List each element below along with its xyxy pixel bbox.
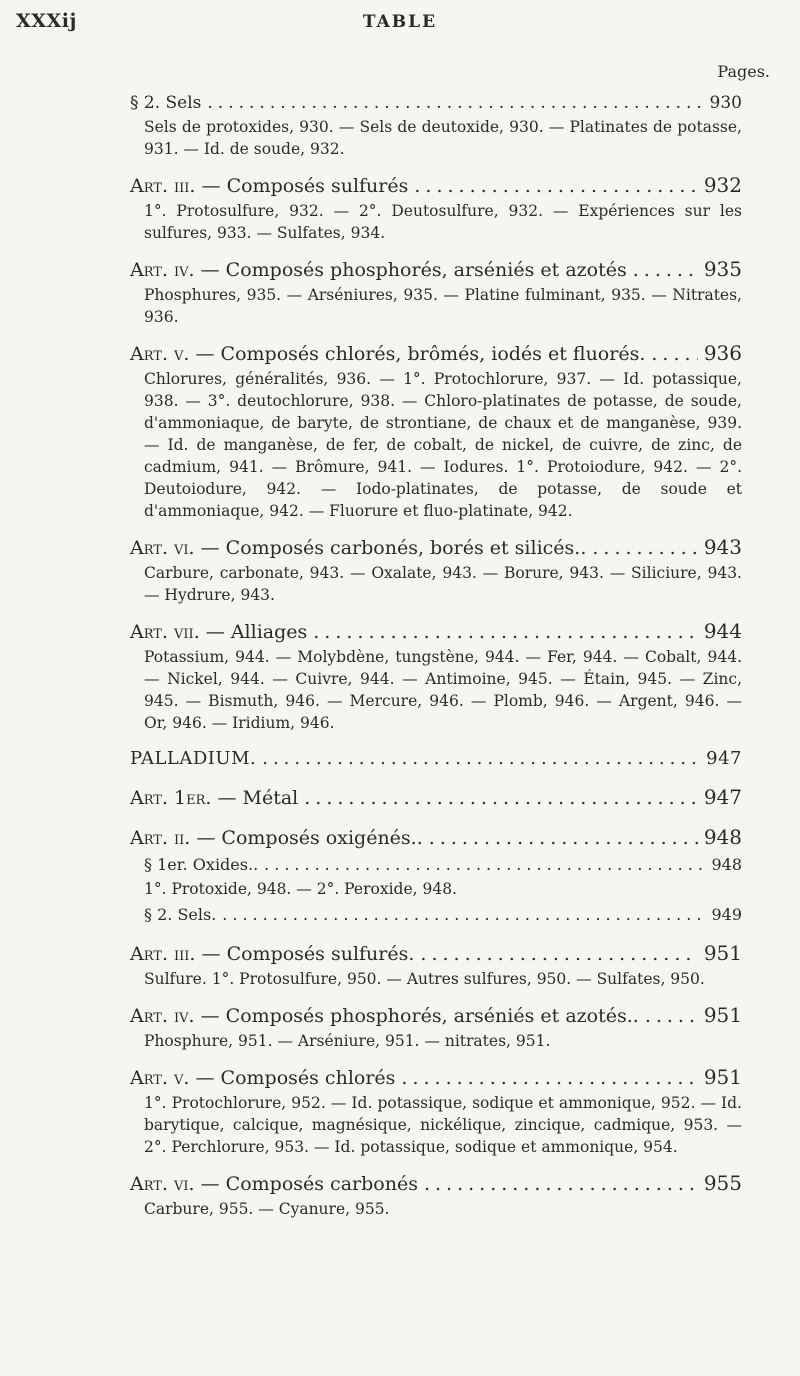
page-ref: 930 [709, 93, 742, 113]
toc-section-row [130, 902, 742, 928]
toc-detail-text: Sels de protoxides, 930. — Sels de deutoxide, 930. — Platinates de potasse, 931. — Id. de soude, 932. [144, 118, 742, 158]
page-ref: 947 [703, 785, 742, 809]
toc-chapter-row [130, 746, 742, 772]
leader-dots [651, 339, 697, 369]
article-number: Art. vii. [130, 621, 200, 643]
page-ref: 932 [703, 173, 742, 197]
toc-article-row [130, 1000, 742, 1030]
leader-dots [313, 617, 698, 647]
toc-detail-text: 1°. Protochlorure, 952. — Id. potassique, sodique et ammonique, 952. — Id. barytique, calcique, magnésique, nickélique, zincique, cadmique, 953. — 2°. Perchlorure, 953. — Id. potassique, sodique et ammonique, 954. [144, 1094, 742, 1156]
toc-detail-text: Potassium, 944. — Molybdène, tungstène, 944. — Fer, 944. — Cobalt, 944. — Nickel, 944. — Cuivre, 944. — Antimoine, 945. — Étain, 945. — Zinc, 945. — Bismuth, 946. — Mercure, 946. — Plomb, 946. — Argent, 946. — Or, 946. — Iridium, 946. [144, 648, 742, 732]
toc-detail-text: 1°. Protoxide, 948. — 2°. Peroxide, 948. [144, 880, 457, 898]
toc-article-row [130, 254, 742, 284]
toc-article-row [130, 822, 742, 852]
page-ref: 947 [706, 748, 742, 769]
page-ref: 943 [703, 535, 742, 559]
leader-dots [424, 1169, 698, 1199]
article-number: Art. iv. [130, 1005, 195, 1027]
entry-label: — Composés phosphorés, arséniés et azotés.. [200, 1005, 639, 1027]
entry-label: § 2. Sels [130, 93, 202, 113]
entry-label: — Composés oxigénés.. [196, 827, 423, 849]
toc-detail-text: Phosphures, 935. — Arséniures, 935. — Platine fulminant, 935. — Nitrates, 936. [144, 286, 742, 326]
entry-label: PALLADIUM. [130, 748, 257, 769]
toc-detail-text: Chlorures, généralités, 936. — 1°. Protochlorure, 937. — Id. potassique, 938. — 3°. deutochlorure, 938. — Chloro-platinates de potasse, de soude, d'ammoniaque, de baryte, de strontiane, de chaux et de manganèse, 939. — Id. de manganèse, de fer, de cobalt, de nickel, de cuivre, de zinc, de cadmium, 941. — Brômure, 941. — Iodures. 1°. Protoiodure, 942. — 2°. Deutoiodure, 942. — Iodo-platinates, de potasse, de soude et d'ammoniaque, 942. — Fluorure et fluo-platinate, 942. [144, 370, 742, 520]
article-number: Art. 1er. [130, 787, 212, 809]
page-number: XXXij [16, 10, 77, 32]
entry-label: — Composés carbonés, borés et silicés.. [200, 537, 587, 559]
toc-article-row [130, 1168, 742, 1198]
leader-dots [401, 1063, 697, 1093]
table-of-contents [130, 90, 742, 1222]
leader-dots [633, 255, 698, 285]
toc-article-row [130, 1062, 742, 1092]
leader-dots [429, 823, 698, 853]
page-ref: 948 [703, 825, 742, 849]
article-number: Art. iii. [130, 943, 196, 965]
leader-dots [645, 1001, 698, 1031]
page-ref: 948 [711, 855, 742, 874]
entry-label: § 1er. Oxides.. [144, 855, 259, 874]
leader-dots [304, 783, 698, 813]
page-ref: 951 [703, 1003, 742, 1027]
page-title: TABLE [362, 12, 438, 32]
toc-article-row [130, 782, 742, 812]
toc-detail-text: Carbure, 955. — Cyanure, 955. [144, 1200, 390, 1218]
entry-label: — Composés sulfurés. [201, 943, 415, 965]
entry-label: — Composés carbonés [200, 1173, 418, 1195]
leader-dots [262, 746, 700, 772]
toc-section-row [130, 90, 742, 116]
page-ref: 949 [711, 905, 742, 924]
toc-section-row [130, 852, 742, 878]
leader-dots [264, 852, 705, 878]
entry-label: — Métal [217, 787, 299, 809]
page-ref: 936 [703, 341, 742, 365]
toc-article-row [130, 532, 742, 562]
entry-label: — Composés phosphorés, arséniés et azotés [200, 259, 627, 281]
page-ref: 951 [703, 941, 742, 965]
pages-column-label: Pages. [717, 62, 770, 81]
page-ref: 951 [703, 1065, 742, 1089]
toc-article-row [130, 616, 742, 646]
leader-dots [207, 90, 703, 116]
page-ref: 935 [703, 257, 742, 281]
article-number: Art. iii. [130, 175, 196, 197]
entry-label: § 2. Sels. [144, 905, 217, 924]
entry-label: — Composés sulfurés [201, 175, 409, 197]
entry-label: — Alliages [205, 621, 308, 643]
running-header [16, 8, 784, 38]
toc-detail-text: Phosphure, 951. — Arséniure, 951. — nitrates, 951. [144, 1032, 551, 1050]
entry-label: — Composés chlorés [195, 1067, 396, 1089]
leader-dots [420, 939, 697, 969]
article-number: Art. v. [130, 343, 190, 365]
toc-detail-text: 1°. Protosulfure, 932. — 2°. Deutosulfure, 932. — Expériences sur les sulfures, 933. — Sulfates, 934. [144, 202, 742, 242]
toc-article-row [130, 338, 742, 368]
toc-detail-text: Carbure, carbonate, 943. — Oxalate, 943. — Borure, 943. — Siliciure, 943. — Hydrure, 943. [144, 564, 742, 604]
leader-dots [592, 533, 697, 563]
leader-dots [414, 171, 697, 201]
page-ref: 944 [703, 619, 742, 643]
article-number: Art. vi. [130, 537, 195, 559]
article-number: Art. ii. [130, 827, 191, 849]
article-number: Art. iv. [130, 259, 195, 281]
article-number: Art. vi. [130, 1173, 195, 1195]
toc-article-row [130, 170, 742, 200]
page-ref: 955 [703, 1171, 742, 1195]
toc-article-row [130, 938, 742, 968]
leader-dots [222, 902, 705, 928]
entry-label: — Composés chlorés, brômés, iodés et fluorés. [195, 343, 646, 365]
toc-detail-text: Sulfure. 1°. Protosulfure, 950. — Autres sulfures, 950. — Sulfates, 950. [144, 970, 705, 988]
article-number: Art. v. [130, 1067, 190, 1089]
